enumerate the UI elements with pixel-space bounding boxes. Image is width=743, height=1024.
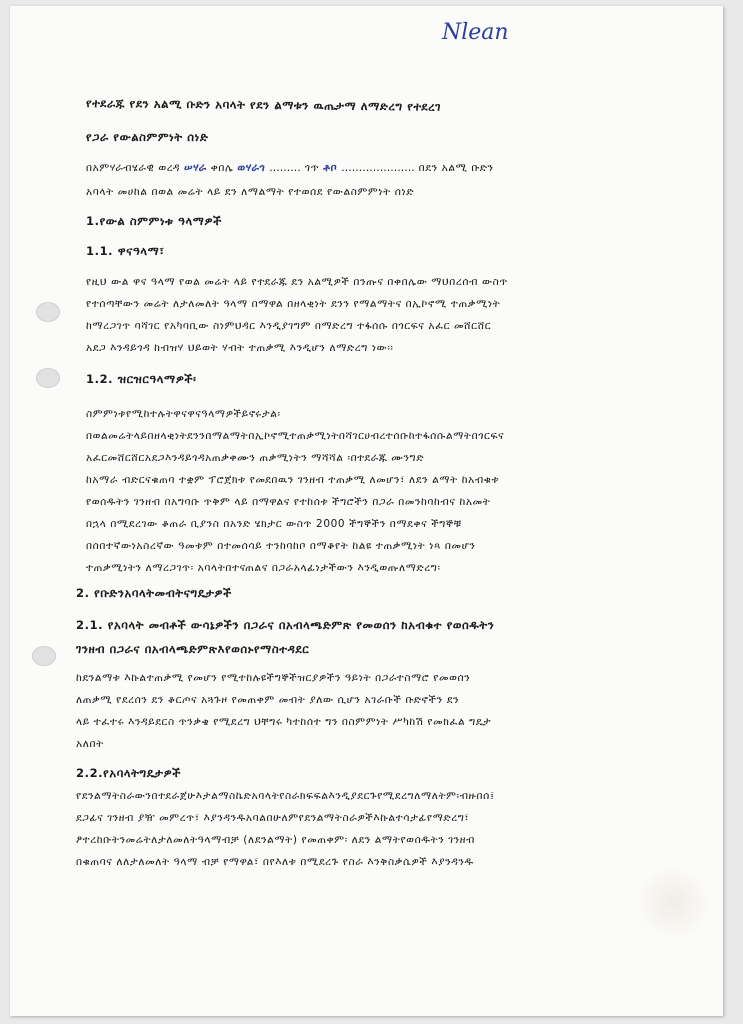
parties-prefix: በአምሃራብሄራዊ ወረዳ (86, 162, 181, 174)
section-1-1-line-4: አደጋ እንዳይጎዳ ከብዝሃ ህይወት ሃብት ተጠቃሚ እንዲሆን ለማድረግ ነው፡፡ (86, 342, 394, 354)
document-title-line-2: የጋራ የውልስምምነት ሰነድ (86, 130, 209, 144)
handwritten-kebele: ወሃራጎ (237, 162, 266, 174)
section-1-2-line-7: በሰበተኛውነአስረኛው ዓመቱም በተመሰሳይ ተንከባከቦ በማቆየት ከልዩ ተጠቃሚነት ነጻ በመሆን (86, 540, 476, 552)
section-2-1-line-4: አለበት (76, 738, 104, 750)
section-1-1-line-1: የዚህ ውል ዋና ዓላማ የወል መሬት ላይ የተደራጁ ደን አልሚዎች በንጡና በቀበሌው ማህበረሰብ ውስጥ (86, 276, 509, 288)
parties-dots-2: ………………… (341, 162, 415, 174)
section-1-2-line-4: ከአማራ ብድርናቁጠባ ተቋም ፕሮጀክቱ የመደበዉን ገንዘብ ተጠቃሚ ለመሆን፣ ለደን ልማት ከአብቁቱ (86, 474, 500, 486)
handwritten-signature: Nlean (442, 20, 509, 45)
section-1-2-line-3: አፈርመሸርሸርአደጋእንዳይጎዳአጠቃቀሙን ጠቃሚነትን ማሻሻል ፡በተደራጁ ሙንግድ (86, 452, 425, 464)
agreement-parties-line-2: አባላት መሀከል በወል መሬት ላይ ደን ለማልማት የተወሰደ የውልስምምነት ሰነድ (86, 186, 415, 198)
document-page (10, 6, 723, 1016)
section-2-1-line-2: ለጠቃሚ የደረሰን ደን ቆርጦና አጓጉዞ የመጠቀም መብት ያለው ሲሆን አገራቡች ቡድኖችን ደን (76, 694, 460, 706)
section-2-heading: 2. የቡድንአባላትመብትናግዴታዎች (76, 586, 232, 600)
punch-hole-top (36, 302, 60, 322)
section-2-1-line-1: ከደንልማቱ እኩልተጠቃሚ የመሆን የሚተከሉዩችግኞችዝርያዎችን ዓይነት በጋራተስማሮ የመወሰን (76, 672, 471, 684)
agreement-parties-line (86, 162, 494, 175)
section-1-2-line-5: የወሰዱትን ገንዘብ በአግባቡ ጥቅም ላይ በማዋልና የተከሰቱ ችግሮችን በጋራ በመንከባከብና ከአመት (86, 496, 491, 508)
parties-got-label: ጎጥ (304, 162, 320, 174)
paper-stain (633, 868, 713, 938)
document-title-line-1: የተደራጁ የደን አልሚ ቡድን አባላት የደን ልማቱን ዉጤታማ ለማድረግ የተደረገ (85, 96, 442, 114)
section-1-1-heading: 1.1. ዋናዓላማ፣ (86, 244, 165, 258)
handwritten-woreda: ሠሃራ (183, 162, 207, 174)
handwritten-got: ቶቦ (323, 162, 338, 174)
parties-suffix: በደን አልሚ ቡድን (418, 162, 494, 174)
section-1-2-line-1: ስምምነቱየሚከተሉትዋናዋናዓላማዎችይኖሩታል፡ (86, 408, 281, 420)
punch-hole-middle (36, 368, 60, 388)
section-2-2-line-1: የደንልማትስራውንበተደራጀሁእታልማስኬድአባላትየስራክፍፍልእንዲያደርጉየሚደረግለማለትም፡ብዙበሰ፤ (76, 790, 495, 802)
section-1-1-line-2: የተሰጣቸውን መሬት ለታለመለት ዓላማ በማዋል በዘላቂነት ደንን የማልማትና በኢኮኖሚ ተጠቃሚነት (86, 298, 501, 310)
section-2-1-line-3: ላይ ተፈተሩ እንዳይደርስ ጥንቃቄ የሚደረግ ህቸግሩ ካተከሰተ ግን በስምምነት ሥካከሽ የመክፈል ግዴታ (76, 716, 492, 728)
parties-dots: ……… (269, 162, 301, 174)
section-2-1-heading-line-2: ገንዘብ በጋራና በአብላጫድምጽእየወሰኑየማስተዳደር (76, 642, 310, 656)
section-2-2-line-4: በቁጠባና ለለታለመለት ዓላማ ብቻ የማዋል፣ በየእለቱ በሚደረጉ የስራ እንቅስቃሴዎች እያንዳንዱ (76, 856, 474, 868)
section-2-2-line-3: ፆተረከቡትንመሬትለታለመለትዓላማብቻ (ለደንልማት) የመጠቀም፡ ለደን ልማትየወሰዱትን ገንዘብ (76, 834, 475, 846)
section-1-1-line-3: ከማረጋገጥ ባሻገር የአካባቢው ስነምህዳር እንዲያገግም በማድረግ ተፋሰሱ በጎርፍና አፈር መሸርሸር (86, 320, 492, 332)
section-2-1-heading-line-1: 2.1. የአባላት መብቶች ውሳኔዎችን በጋራና በአብላጫድምጽ የመወሰን ከአብቁተ የወሰዱትን (76, 618, 495, 632)
section-1-2-heading: 1.2. ዝርዝርዓላማዎች፡ (86, 372, 197, 386)
section-2-2-line-2: ደጋፊና ገንዘብ ያዥ መምረጥ፣ እያንዳንዱአባልበሁለምየደንልማትስራዎችእኩልተሳታፊየማድረግ፣ (76, 812, 470, 824)
section-1-2-line-8: ተጠቃሚነትን ለማረጋገጥ፡ አባላትበተናጠልና በጋራአላፊነታችውን እንዲወጡለማድረግ፡ (86, 562, 441, 574)
section-1-heading: 1.የውል ስምምነቱ ዓላማዎች (86, 214, 222, 228)
section-2-2-heading: 2.2.የአባላትግዴታዎች (76, 766, 181, 780)
section-1-2-line-2: በወልመሬትላይበዘላቂነትደንንበማልማትበኢኮኖሚተጠቃሚነትበሻገርሀብረተሰቡከተፋሰሱልማትበጎርፍና (86, 430, 505, 442)
section-1-2-line-6: በኋላ በሚደረገው ቆጠራ ቢያንስ በአንድ ሄክታር ውስጥ 2000 ችግኞችን በማደቀና ችግኞቹ (86, 518, 462, 530)
punch-hole-bottom (32, 646, 56, 666)
parties-kebele-label: ቀበሌ (210, 162, 234, 174)
